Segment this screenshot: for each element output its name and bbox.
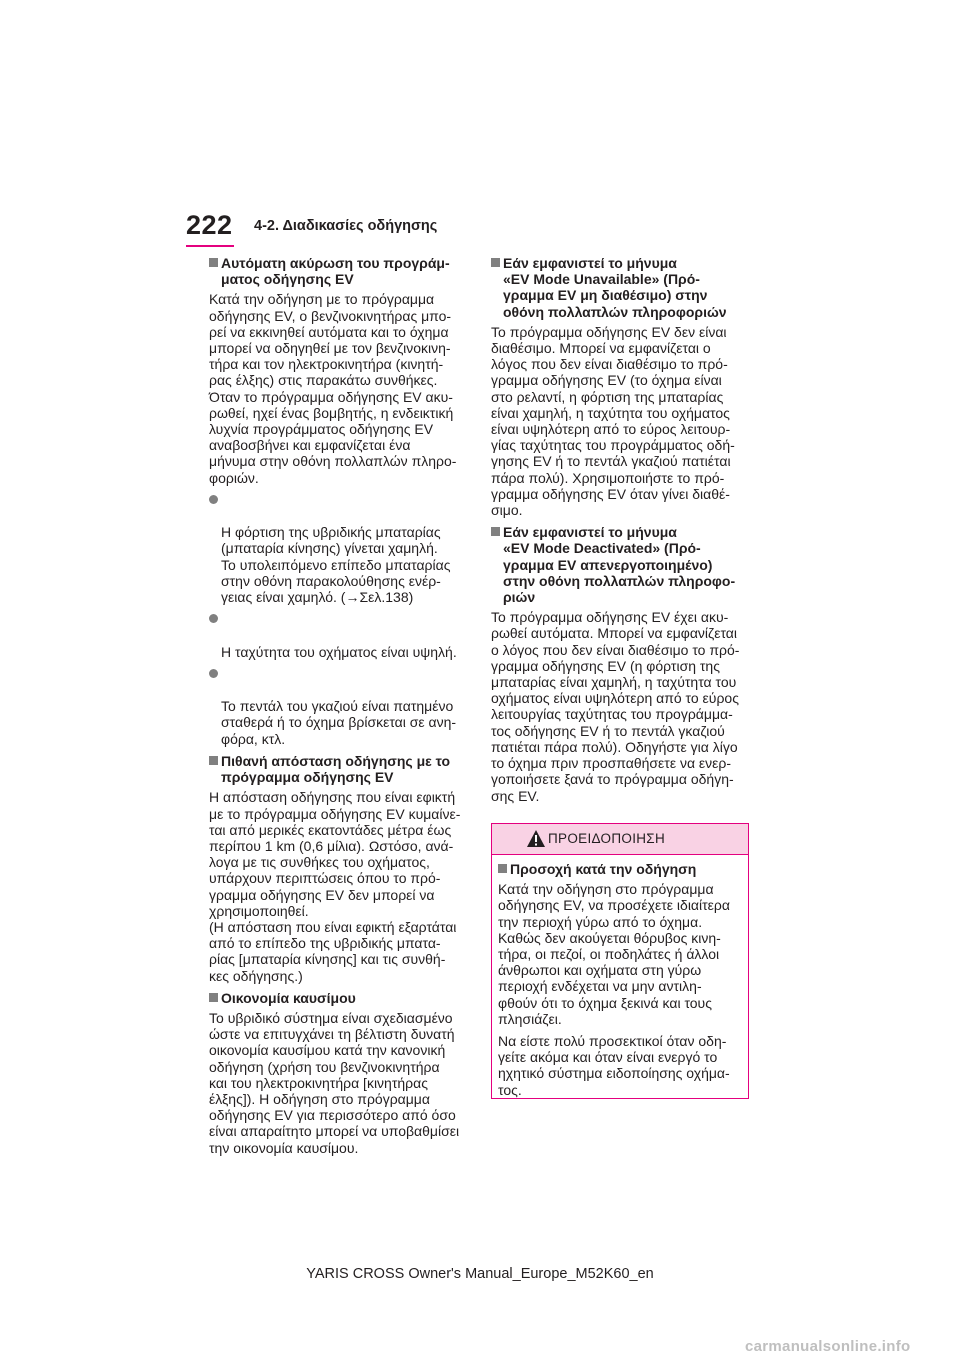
warning-header [492, 824, 748, 855]
heading-economy [209, 990, 471, 1006]
bullet-item [209, 492, 471, 605]
warning-paragraph-1: Κατά την οδήγηση στο πρόγραμμα οδήγησης EV, να προσέχετε ιδιαίτερα την περιοχή γύρω από το όχημα. Καθώς δεν ακούγεται θόρυβος κινη- τήρα, οι πεζοί, οι ποδηλάτες ή άλλοι άνθρωποι και οχήματα στη γύρω περιοχή ενδέχεται να μην αντιλη- φθούν ότι το όχημα ξεκινά και τους πλησιάζει. [498, 881, 730, 1027]
square-bullet-icon [209, 756, 218, 765]
heading-text: Οικονομία καυσίμου [221, 989, 356, 1006]
page-number: 222 [186, 210, 233, 240]
heading-text: Αυτόματη ακύρωση του προγράμ- ματος οδήγησης EV [221, 255, 450, 288]
warning-triangle-icon [526, 829, 546, 848]
warning-heading [498, 861, 742, 877]
unavailable-body: Το πρόγραμμα οδήγησης EV δεν είναι διαθέσιμο. Μπορεί να εμφανίζεται ο λόγος που δεν είναι διαθέσιμο το πρό- γραμμα οδήγησης EV (το όχημα είναι στο ρελαντί, η φόρτιση της μπαταρίας είναι χαμηλή, η ταχύτητα του οχήματος είναι υψηλότερη από το εύρος λειτουρ- γίας ταχύτητας του προγράμματος οδή- γησης EV ή το πεντάλ γκαζιού πατιέται πάρα πολύ). Χρησιμοποιήστε το πρό- γραμμα οδήγησης EV όταν γίνει διαθέ- σιμο. [491, 323, 735, 519]
deactivated-body: Το πρόγραμμα οδήγησης EV έχει ακυ- ρωθεί αυτόματα. Μπορεί να εμφανίζεται ο λόγος που δεν είναι διαθέσιμο το πρό- γραμμα οδήγησης EV (η φόρτιση της μπαταρίας είναι χαμηλή, η ταχύτητα του οχήματος είναι υψηλότερη από το εύρος λειτουργίας ταχύτητας του προγράμμα- τος οδήγησης EV ή το πεντάλ γκαζιού πατιέται πάρα πολύ). Οδηγήστε για λίγο το όχημα πριν προσπαθήσετε να ενερ- γοποιήσετε ξανά το πρόγραμμα οδήγη- σης EV. [491, 609, 740, 804]
section-title: 4-2. Διαδικασίες οδήγησης [254, 218, 438, 234]
left-column [209, 255, 471, 1162]
auto-cancel-body: Κατά την οδήγηση με το πρόγραμμα οδήγησης EV, ο βενζινοκινητήρας μπο- ρεί να εκκινηθεί αυτόματα και το όχημα μπορεί να οδηγηθεί με τον βενζινοκινη- τήρα και τον ηλεκτροκινητήρα (κινητή- ρας έλξης) στις παρακάτω συνθήκες. Όταν το πρόγραμμα οδήγησης EV ακυ- ρωθεί, ηχεί ένας βομβητής, η ενδεικτική λυχνία προγράμματος οδήγησης EV αναβοσβήνει και εμφανίζεται ένα μήνυμα στην οθόνη πολλαπλών πληρο- φοριών. [209, 291, 457, 486]
bullet-item [209, 666, 471, 747]
heading-text: Εάν εμφανιστεί το μήνυμα «EV Mode Unavailable» (Πρό- γραμμα EV μη διαθέσιμο) στην οθόνη πολλαπλών πληροφοριών [503, 255, 727, 320]
heading-text: Πιθανή απόσταση οδήγησης με το πρόγραμμα οδήγησης EV [221, 752, 451, 786]
economy-body: Το υβριδικό σύστημα είναι σχεδιασμένο ώστε να επιτυγχάνει τη βέλτιστη δυνατή οικονομία καυσίμου κατά την κανονική οδήγηση (χρήση του βενζινοκινητήρα και του ηλεκτροκινητήρα [κινητήρας έλξης]). Η οδήγηση στο πρόγραμμα οδήγησης EV για περισσότερο από όσο είναι απαραίτητο μπορεί να υποβαθμίσει την οικονομία καυσίμου. [209, 1009, 460, 1156]
bullet-text: Η ταχύτητα του οχήματος είναι υψηλή. [221, 643, 457, 660]
watermark: carmanualsonline.info [745, 1338, 911, 1355]
heading-distance [209, 753, 471, 785]
bullet-item [209, 611, 471, 660]
heading-auto-cancel [209, 255, 471, 287]
heading-text: Προσοχή κατά την οδήγηση [510, 861, 697, 877]
circle-bullet-icon [209, 614, 218, 623]
distance-body: Η απόσταση οδήγησης που είναι εφικτή με το πρόγραμμα οδήγησης EV κυμαίνε- ται από μερικές εκατοντάδες μέτρα έως περίπου 1 km (0,6 μίλια). Ωστόσο, ανά- λογα με τις συνθήκες του οχήματος, υπάρχουν περιπτώσεις όπου το πρό- γραμμα οδήγησης EV δεν μπορεί να χρησιμοποιηθεί. (Η απόσταση που είναι εφικτή εξαρτάται από το επίπεδο της υβριδικής μπατα- ρίας [μπαταρία κίνησης] και τις συνθή- κες οδήγησης.) [209, 789, 461, 984]
bullet-text: Το πεντάλ του γκαζιού είναι πατημένο σταθερά ή το όχημα βρίσκεται σε ανη- φόρα, κτλ. [221, 698, 457, 747]
square-bullet-icon [209, 993, 218, 1002]
square-bullet-icon [498, 864, 507, 873]
square-bullet-icon [491, 527, 500, 536]
warning-paragraph-2: Να είστε πολύ προσεκτικοί όταν οδη- γείτε ακόμα και όταν είναι ενεργό το ηχητικό σύστημα ειδοποίησης οχήμα- τος. [498, 1033, 730, 1098]
header-rule [186, 245, 234, 247]
heading-unavailable [491, 255, 753, 320]
right-column [491, 255, 753, 810]
circle-bullet-icon [209, 495, 218, 504]
heading-deactivated [491, 524, 753, 605]
square-bullet-icon [209, 258, 218, 267]
heading-text: Εάν εμφανιστεί το μήνυμα «EV Mode Deactivated» (Πρό- γραμμα EV απενεργοποιημένο) στην οθόνη πολλαπλών πληροφο- ριών [503, 524, 736, 606]
square-bullet-icon [491, 258, 500, 267]
bullet-text: Η φόρτιση της υβριδικής μπαταρίας (μπαταρία κίνησης) γίνεται χαμηλή. Το υπολειπόμενο επίπεδο μπαταρίας στην οθόνη παρακολούθησης ενέρ- γειας είναι χαμηλό. (→Σελ.138) [221, 524, 451, 606]
warning-title: ΠΡΟΕΙΔΟΠΟΙΗΣΗ [548, 831, 665, 846]
footer-text: YARIS CROSS Owner's Manual_Europe_M52K60_en [306, 1266, 654, 1282]
warning-box [491, 823, 749, 1099]
warning-body [492, 855, 748, 1098]
circle-bullet-icon [209, 669, 218, 678]
